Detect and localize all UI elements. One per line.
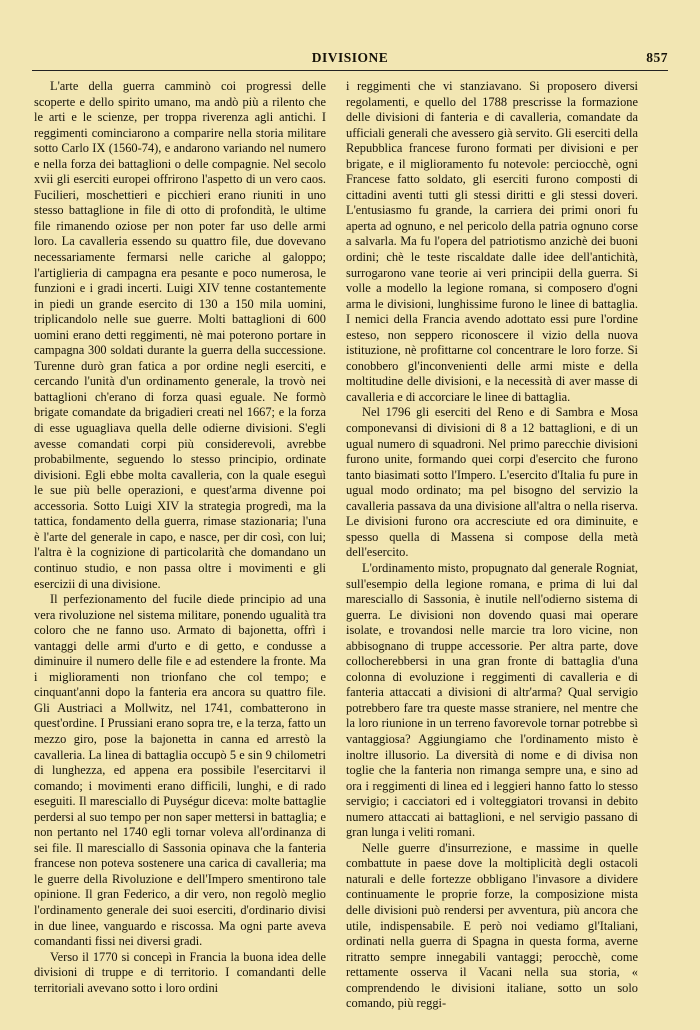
- paragraph: Nel 1796 gli eserciti del Reno e di Sambra e Mosa componevansi di divisioni di 8 a 12 battaglioni, e di un ugual numero di squadroni. Nel primo parecchie divisioni furono unite, formando quei corpi d'esercito che furono tanto biasimati sotto l'Impero. L'esercito d'Italia fu pure in ugual modo ordinato; ma pel bisogno del servizio la cavalleria passava da una divisione all'altra o nella riserva. Le divisioni furono ora accresciute ed ora diminuite, e spesso quella di Massena si compose della metà dell'esercito.: [346, 405, 638, 560]
- paragraph: Nelle guerre d'insurrezione, e massime in quelle combattute in paese dove la moltiplicità degli ostacoli naturali e delle fortezze obbligano l'invasore a dividere continuamente le proprie forze, la composizione mista delle divisioni può rendersi per avventura, più ancora che utile, indispensabile. E però noi vediamo gl'Italiani, ordinati nella guerra di Spagna in questa forma, averne ritratto sempre innegabili vantaggi; perocchè, come rettamente osserva il Vacani nella sua storia, « comprendendo le divisioni italiane, sotto un solo comando, più reggi-: [346, 840, 638, 1011]
- page-title: DIVISIONE: [311, 50, 389, 65]
- running-header: [32, 50, 668, 64]
- paragraph: Verso il 1770 si concepì in Francia la buona idea delle divisioni di truppe e di territorio. I comandanti delle territoriali avevano sotto i loro ordini: [34, 949, 326, 995]
- left-column: [34, 79, 326, 996]
- paragraph: L'ordinamento misto, propugnato dal generale Rogniat, sull'esempio della legione romana, e prima di lui dal maresciallo di Sassonia, è inutile nell'odierno sistema di guerra. Le divisioni non dovendo quasi mai operare isolate, e trovandosi nelle marcie tra loro vicine, non abbisognano di truppe accessorie. Per altra parte, dove collocherebbersi in una gran fronte di battaglia d'una colonna di evoluzione i reggimenti di cavalleria e di fanteria attaccati a divisioni di altr'arma? Qual servigio potrebbero fare tra queste masse straniere, nel mentre che la loro riunione in un terreno favorevole tornar potrebbe sì vantaggiosa? Aggiungiamo che l'ordinamento misto è inoltre illusorio. La diversità di nome e di divisa non toglie che la fanteria non rimanga sempre una, e sino ad ora i reggimenti di linea ed i leggieri hanno fatto lo stesso servigio; i cacciatori ed i volteggiatori trovansi in debito numero attaccati ai battaglioni, e nel servigio passano di gran lunga i veliti romani.: [346, 560, 638, 840]
- header-rule: [32, 70, 668, 71]
- right-column: [346, 79, 638, 1012]
- paragraph: L'arte della guerra camminò coi progressi delle scoperte e dello spirito umano, ma andò più a rilento che le arti e le scienze, per troppa riverenza agli antichi. I reggimenti cominciarono a comparire nella storia militare sotto Carlo IX (1560-74), e andarono variando nel numero e nella forza dei battaglioni o delle compagnie. Nel secolo xvii gli eserciti europei offrirono l'aspetto di un vero caos. Fucilieri, moschettieri e picchieri erano riuniti in uno stesso battaglione in file di otto di profondità, le ultime file rimanendo oziose per non poter far uso delle armi loro. La cavalleria essendo su quattro file, due dovevano necessariamente fermarsi nelle cariche al galoppo; l'artiglieria di campagna era pesante e poco numerosa, le funzioni e i gradi incerti. Luigi XIV tenne costantemente in piedi un grande esercito di 130 a 150 mila uomini, triplicandolo nelle sue guerre. Molti battaglioni di 600 uomini erano detti reggimenti, nè mai poterono portare in campagna 300 soldati durante la guerra della successione. Turenne durò gran fatica a por ordine negli eserciti, e cercando l'unità d'un ordinamento generale, la trovò nei battaglioni ch'erano di forza quasi eguale. Ne formò brigate comandate da brigadieri creati nel 1667; e la forza di esse uguagliava quella delle odierne divisioni. S'egli avesse comandati corpi più considerevoli, avrebbe probabilmente, seguendo lo stesso principio, ordinate divisioni. Egli ebbe molta cavalleria, con la quale eseguì le sue più belle operazioni, e quest'arma divenne poi accessoria. Sotto Luigi XIV la strategia progredì, ma la tattica, fondamento della guerra, rimase stazionaria; l'una è l'arte del generale in capo, e nasce, per dir così, con lui; l'altra è la cognizione di particolarità che domandano un continuo studio, e non passa oltre i movimenti e gli esercizii di una divisione.: [34, 79, 326, 591]
- paragraph: i reggimenti che vi stanziavano. Si proposero diversi regolamenti, e quello del 1788 prescrisse la formazione delle divisioni di fanteria e di cavalleria, comandate da ufficiali generali che avessero già servito. Gli eserciti della Repubblica francese furono formati per divisioni e per brigate, e il miglioramento fu notevole: perciocchè, ogni Francese fatto soldato, gli eserciti furono composti di cittadini aventi tutti gli stessi diritti e gli stessi doveri. L'entusiasmo fu grande, la carriera dei primi onori fu aperta ad ognuno, e nel pericolo della patria ognuno corse a salvarla. Ma fu l'opera del patriotismo anzichè dei buoni ordini; chè le teste riscaldate dalle idee dell'antichità, surrogarono vane teorie ai veri principii della guerra. Si volle a modello la legione romana, si composero d'ogni arma le divisioni, lunghissime furono le linee di battaglia. I nemici della Francia avendo adottato essi pure l'ordine esteso, non seppero riconoscere il vizio della nuova istituzione, nè profittarne col concentrare le loro forze. Si conobbero gl'inconvenienti delle armi miste e della moltitudine delle divisioni, e la necessità di aver masse di cavalleria e di accorciare le linee di battaglia.: [346, 79, 638, 404]
- paragraph: Il perfezionamento del fucile diede principio ad una vera rivoluzione nel sistema militare, ponendo ugualità tra coloro che ne fanno uso. Armato di bajonetta, offrì i vantaggi delle armi d'urto e di getto, e condusse a diminuire il numero delle file e ad estendere la fronte. Ma i miglioramenti non trionfano che col tempo; e cinquant'anni dopo la fanteria era ancora su quattro file. Gli Austriaci a Mollwitz, nel 1741, combatterono in quest'ordine. I Prussiani erano sopra tre, e la terza, fatto un mezzo giro, pose la bajonetta in canna ed arrestò la cavalleria. La linea di battaglia occupò 5 e sin 9 chilometri di lunghezza, ed appena era possibile l'esercitarvi il comando; i movimenti erano difficili, lunghi, e di rado eseguiti. Il maresciallo di Puységur diceva: molte battaglie perdersi al suo tempo per non saper mettersi in battaglia; e non pertanto nel 1740 egli tornar voleva all'ordinanza di sei file. Il maresciallo di Sassonia opinava che la fanteria francese non poteva sostenere una carica di cavalleria; ma le guerre della Rivoluzione e dell'Impero smentirono tale opinione. Il gran Federico, a dir vero, non regolò meglio l'ordinamento generale dei suoi eserciti, d'ordinario divisi in due linee, vanguardo e riscossa. Ma ogni parte aveva comandanti fissi nei diversi gradi.: [34, 592, 326, 949]
- page-number: 857: [646, 50, 668, 65]
